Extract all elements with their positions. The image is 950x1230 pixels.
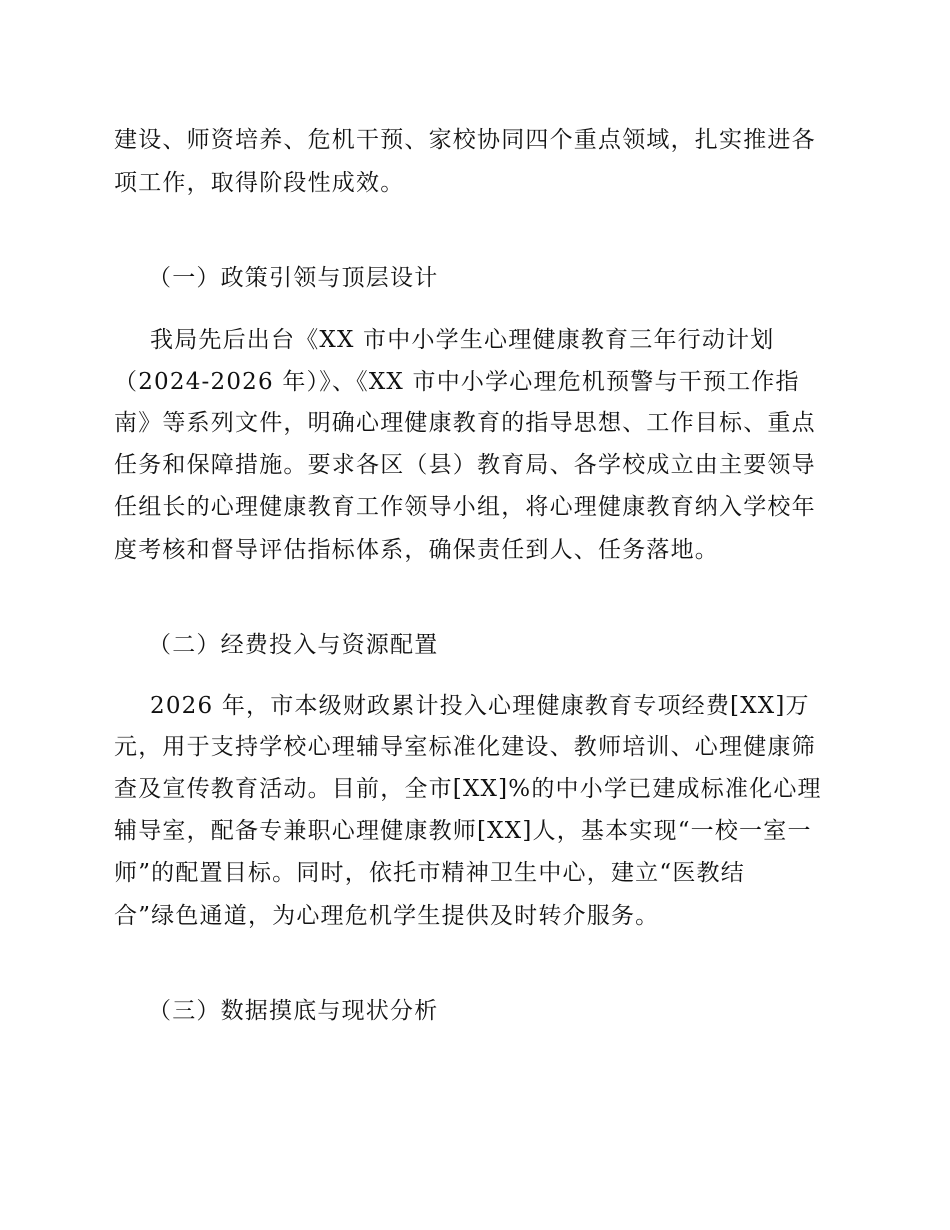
section-3-heading: （三）数据摸底与现状分析 (148, 998, 439, 1024)
section-2-line-6: 合”绿色通道，为心理危机学生提供及时转介服务。 (114, 903, 660, 929)
section-1-line-5: 任组长的心理健康教育工作领导小组，将心理健康教育纳入学校年 (114, 494, 816, 520)
section-1-line-4: 任务和保障措施。要求各区（县）教育局、各学校成立由主要领导 (114, 452, 816, 478)
section-1-line-1: 我局先后出台《XX 市中小学生心理健康教育三年行动计划 (150, 327, 775, 353)
section-2-line-2: 元，用于支持学校心理辅导室标准化建设、教师培训、心理健康筛 (114, 734, 816, 760)
intro-line-2: 项工作，取得阶段性成效。 (114, 170, 405, 196)
section-1-line-2: （2024-2026 年）》、《XX 市中小学心理危机预警与干预工作指 (114, 369, 800, 395)
intro-line-1: 建设、师资培养、危机干预、家校协同四个重点领域，扎实推进各 (114, 127, 816, 153)
section-2-line-5: 师”的配置目标。同时，依托市精神卫生中心，建立“医教结 (114, 860, 745, 886)
section-2-line-4: 辅导室，配备专兼职心理健康教师[XX]人，基本实现“一校一室一 (114, 818, 812, 844)
section-1-line-3: 南》等系列文件，明确心理健康教育的指导思想、工作目标、重点 (114, 410, 816, 436)
section-1-line-6: 度考核和督导评估指标体系，确保责任到人、任务落地。 (114, 537, 719, 563)
section-2-heading: （二）经费投入与资源配置 (148, 632, 439, 658)
section-1-heading: （一）政策引领与顶层设计 (148, 265, 439, 291)
section-2-line-1: 2026 年，市本级财政累计投入心理健康教育专项经费[XX]万 (150, 693, 810, 719)
section-2-line-3: 查及宣传教育活动。目前，全市[XX]%的中小学已建成标准化心理 (114, 776, 822, 802)
